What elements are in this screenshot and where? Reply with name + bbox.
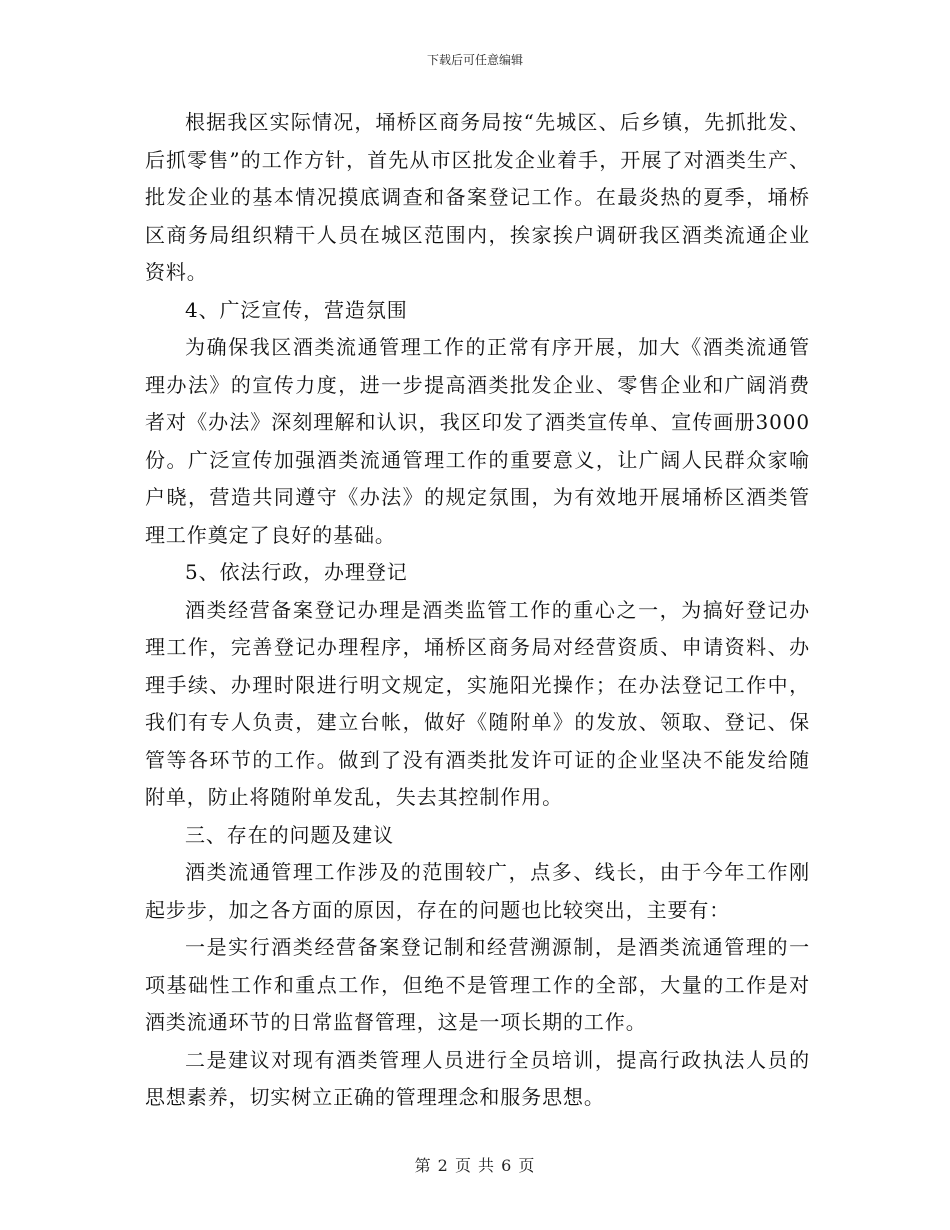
- page-header: 下载后可任意编辑: [426, 53, 523, 67]
- paragraph-problem-one: 一是实行酒类经营备案登记制和经营溯源制，是酒类流通管理的一项基础性工作和重点工作，但绝不是管理工作的全部，大量的工作是对酒类流通环节的日常监督管理，这是一项长期的工作。: [145, 935, 810, 1034]
- paragraph-problems-intro: 酒类流通管理工作涉及的范围较广，点多、线长，由于今年工作刚起步步，加之各方面的原因，存在的问题也比较突出，主要有：: [145, 860, 810, 922]
- paragraph-problem-two: 二是建议对现有酒类管理人员进行全员培训，提高行政执法人员的思想素养，切实树立正确的管理理念和服务思想。: [145, 1047, 810, 1109]
- section-heading-publicity: 4、广泛宣传，营造氛围: [185, 297, 408, 322]
- page-number: 第 2 页 共 6 页: [414, 1156, 536, 1175]
- paragraph-registration: 酒类经营备案登记办理是酒类监管工作的重心之一，为搞好登记办理工作，完善登记办理程序，埇桥区商务局对经营资质、申请资料、办理手续、办理时限进行明文规定，实施阳光操作；在办法登记工作中，我们有专人负责，建立台帐，做好《随附单》的发放、领取、登记、保管等各环节的工作。做到了没有酒类批发许可证的企业坚决不能发给随附单，防止将随附单发乱，失去其控制作用。: [145, 597, 810, 809]
- document-body: [145, 104, 810, 1117]
- paragraph-publicity: 为确保我区酒类流通管理工作的正常有序开展，加大《酒类流通管理办法》的宣传力度，进一步提高酒类批发企业、零售企业和广阔消费者对《办法》深刻理解和认识，我区印发了酒类宣传单、宣传画册3000份。广泛宣传加强酒类流通管理工作的重要意义，让广阔人民群众家喻户晓，营造共同遵守《办法》的规定氛围，为有效地开展埇桥区酒类管理工作奠定了良好的基础。: [145, 335, 810, 547]
- page-footer: [0, 1156, 950, 1176]
- paragraph-survey: 根据我区实际情况，埇桥区商务局按“先城区、后乡镇，先抓批发、后抓零售”的工作方针，首先从市区批发企业着手，开展了对酒类生产、批发企业的基本情况摸底调查和备案登记工作。在最炎热的夏季，埇桥区商务局组织精干人员在城区范围内，挨家挨户调研我区酒类流通企业资料。: [145, 110, 810, 284]
- section-heading-problems: 三、存在的问题及建议: [185, 822, 394, 847]
- section-heading-registration: 5、依法行政，办理登记: [185, 560, 408, 584]
